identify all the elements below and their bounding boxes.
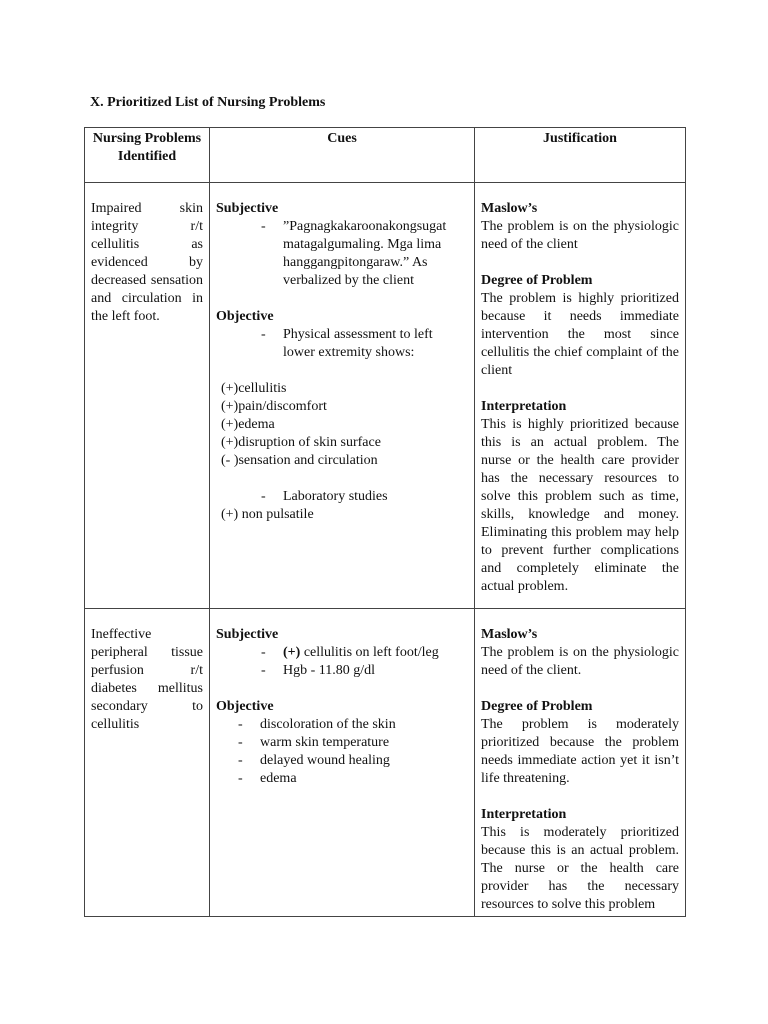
subjective-label: Subjective bbox=[216, 627, 279, 642]
problem-cell: Ineffective peripheral tissue perfusion r/t diabetes mellitus secondary to cellulitis bbox=[85, 609, 210, 917]
nursing-problems-table bbox=[84, 127, 686, 917]
subjective-label: Subjective bbox=[216, 201, 279, 216]
table-row bbox=[85, 183, 686, 609]
objective-list bbox=[216, 716, 468, 788]
finding-item: (+)cellulitis bbox=[221, 381, 287, 396]
objective-item: - edema bbox=[216, 770, 468, 788]
maslow-text: The problem is on the physiologic need of the client. bbox=[481, 645, 679, 678]
objective-item: - Physical assessment to left lower extremity shows: bbox=[216, 326, 468, 362]
objective-item: - discoloration of the skin bbox=[216, 716, 468, 734]
subjective-item bbox=[216, 644, 468, 662]
interpretation-label: Interpretation bbox=[481, 399, 567, 414]
objective-list bbox=[216, 326, 468, 362]
lab-item: - Laboratory studies bbox=[216, 488, 468, 506]
interpretation-label: Interpretation bbox=[481, 807, 567, 822]
objective-label: Objective bbox=[216, 309, 274, 324]
lab-list bbox=[216, 488, 468, 506]
maslow-label: Maslow’s bbox=[481, 627, 538, 642]
finding-item: (+)edema bbox=[221, 417, 275, 432]
degree-label: Degree of Problem bbox=[481, 273, 593, 288]
subjective-list bbox=[216, 218, 468, 290]
interpretation-text: This is moderately prioritized because this is an actual problem. The nurse or the health care provider has the necessary resources to solve this problem bbox=[481, 825, 679, 912]
maslow-text: The problem is on the physiologic need of the client bbox=[481, 219, 679, 252]
header-nursing-problems: Nursing Problems Identified bbox=[85, 128, 210, 183]
positive-marker: (+) bbox=[283, 645, 301, 660]
justification-cell bbox=[475, 183, 686, 609]
objective-item: - warm skin temperature bbox=[216, 734, 468, 752]
maslow-label: Maslow’s bbox=[481, 201, 538, 216]
finding-item: (+)disruption of skin surface bbox=[221, 435, 381, 450]
degree-text: The problem is highly prioritized because it needs immediate intervention the most since cellulitis the chief complaint of the client bbox=[481, 291, 679, 378]
degree-label: Degree of Problem bbox=[481, 699, 593, 714]
interpretation-text: This is highly prioritized because this is an actual problem. The nurse or the health care provider has the necessary resources to solve this problem such as time, skills, knowledge and money. Eliminating this problem may help to prevent further complications and completely eliminate the actual problem. bbox=[481, 417, 679, 594]
problem-cell: Impaired skin integrity r/t cellulitis as evidenced by decreased sensation and circulation in the left foot. bbox=[85, 183, 210, 609]
section-title: X. Prioritized List of Nursing Problems bbox=[90, 95, 326, 110]
subjective-item-text: cellulitis on left foot/leg bbox=[300, 645, 439, 660]
subjective-list bbox=[216, 644, 468, 680]
header-justification: Justification bbox=[475, 128, 686, 183]
table-row bbox=[85, 609, 686, 917]
objective-label: Objective bbox=[216, 699, 274, 714]
justification-cell bbox=[475, 609, 686, 917]
subjective-item: - ”Pagnagkakaroonakongsugat matagalgumaling. Mga lima hanggangpitongaraw.” As verbalized by the client bbox=[216, 218, 468, 290]
cues-cell bbox=[210, 609, 475, 917]
cues-cell bbox=[210, 183, 475, 609]
degree-text: The problem is moderately prioritized because the problem needs immediate action yet it isn’t life threatening. bbox=[481, 717, 679, 786]
finding-item: (+)pain/discomfort bbox=[221, 399, 327, 414]
finding-item: (- )sensation and circulation bbox=[221, 453, 378, 468]
lab-result: (+) non pulsatile bbox=[221, 507, 314, 522]
objective-item: - delayed wound healing bbox=[216, 752, 468, 770]
subjective-item: - Hgb - 11.80 g/dl bbox=[216, 662, 468, 680]
table-header-row bbox=[85, 128, 686, 183]
header-cues: Cues bbox=[210, 128, 475, 183]
